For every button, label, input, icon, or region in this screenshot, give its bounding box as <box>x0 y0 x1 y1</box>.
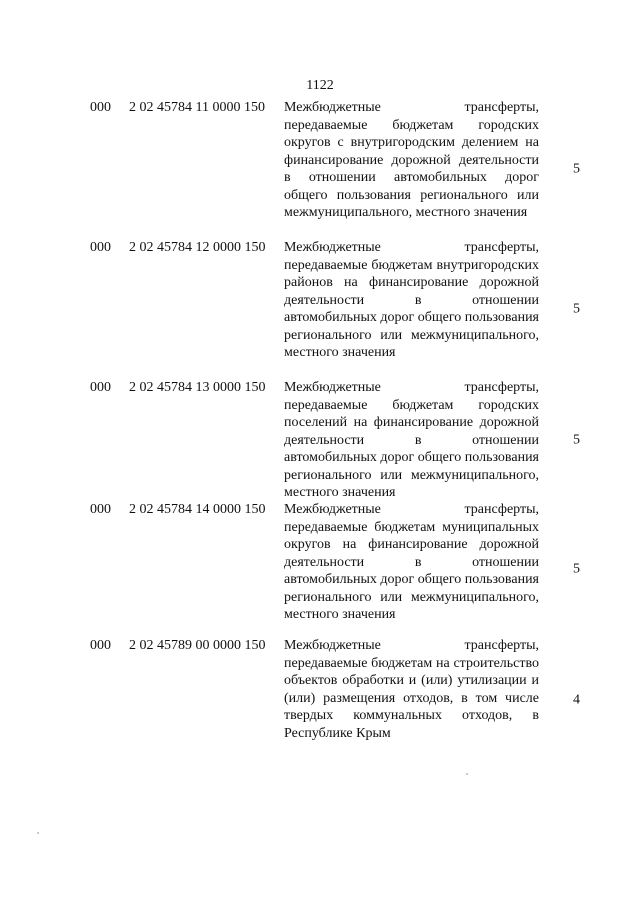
row-description: Межбюджетные трансферты, передаваемые бюджетам внутригородских районов на финансирование дорожной деятельности в отношении автомобильных дорог общего пользования регионального или межмуниципального, местного значения <box>284 240 539 360</box>
admin-code: 000 <box>90 380 111 395</box>
admin-code: 000 <box>90 638 111 653</box>
table-row <box>0 379 640 501</box>
page-number: 1122 <box>306 78 334 93</box>
row-value: 5 <box>573 301 580 317</box>
budget-classification-code: 2 02 45789 00 0000 150 <box>129 638 266 653</box>
row-value: 4 <box>573 692 580 708</box>
budget-classification-code: 2 02 45784 14 0000 150 <box>129 502 266 517</box>
scan-speck <box>37 832 39 834</box>
table-row <box>0 239 640 379</box>
scan-speck <box>466 773 468 775</box>
admin-code: 000 <box>90 502 111 517</box>
admin-code: 000 <box>90 240 111 255</box>
row-value: 5 <box>573 561 580 577</box>
row-description: Межбюджетные трансферты, передаваемые бюджетам городских округов с внутригородским делением на финансирование дорожной деятельности в отношении автомобильных дорог общего пользования регионального или межмуниципального, местного значения <box>284 100 539 220</box>
budget-classification-code: 2 02 45784 11 0000 150 <box>129 100 265 115</box>
budget-classification-code: 2 02 45784 12 0000 150 <box>129 240 266 255</box>
table-row <box>0 637 640 763</box>
table-body <box>0 99 640 763</box>
budget-classification-code: 2 02 45784 13 0000 150 <box>129 380 266 395</box>
row-value: 5 <box>573 432 580 448</box>
table-row <box>0 99 640 239</box>
table-row <box>0 501 640 637</box>
row-value: 5 <box>573 161 580 177</box>
row-description: Межбюджетные трансферты, передаваемые бюджетам на строительство объектов обработки и (или) утилизации и (или) размещения отходов, в том числе твердых коммунальных отходов, в Республике Крым <box>284 638 539 741</box>
admin-code: 000 <box>90 100 111 115</box>
row-description: Межбюджетные трансферты, передаваемые бюджетам муниципальных округов на финансирование дорожной деятельности в отношении автомобильных дорог общего пользования регионального или межмуниципального, местного значения <box>284 502 539 622</box>
row-description: Межбюджетные трансферты, передаваемые бюджетам городских поселений на финансирование дорожной деятельности в отношении автомобильных дорог общего пользования регионального или межмуниципального, местного значения <box>284 380 539 500</box>
